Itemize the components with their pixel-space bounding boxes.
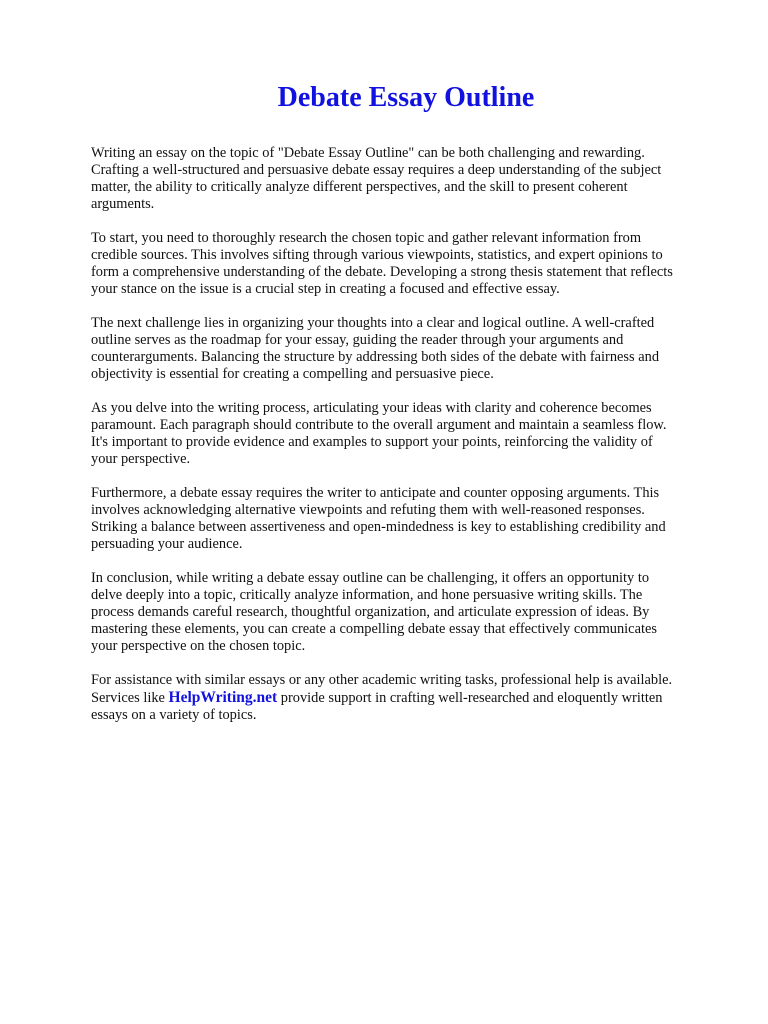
helpwriting-link[interactable]: HelpWriting.net [168, 689, 278, 706]
assistance-text-after: provide support in crafting well-researched and eloquently written essays on a variety of topics. [91, 690, 663, 723]
paragraph-outline: The next challenge lies in organizing your thoughts into a clear and logical outline. A well-crafted outline serves as the roadmap for your essay, guiding the reader through your arguments and counterarguments. Balancing the structure by addressing both sides of the debate with fairness and objectivity is essential for creating a compelling and persuasive piece. [91, 315, 660, 382]
paragraph-assistance [91, 672, 736, 724]
paragraph-counterarguments: Furthermore, a debate essay requires the writer to anticipate and counter opposing arguments. This involves acknowledging alternative viewpoints and refuting them with well-reasoned responses. Striking a balance between assertiveness and open-mindedness is key to establishing credibility and persuading your audience. [91, 485, 666, 552]
paragraph-research: To start, you need to thoroughly research the chosen topic and gather relevant information from credible sources. This involves sifting through various viewpoints, statistics, and expert opinions to form a comprehensive understanding of the debate. Developing a strong thesis statement that reflects your stance on the issue is a crucial step in creating a focused and effective essay. [91, 230, 673, 297]
paragraph-intro: Writing an essay on the topic of "Debate Essay Outline" can be both challenging and rewarding. Crafting a well-structured and persuasive debate essay requires a deep understanding of the subject matter, the ability to critically analyze different perspectives, and the skill to present coherent arguments. [91, 145, 662, 212]
paragraph-conclusion: In conclusion, while writing a debate essay outline can be challenging, it offers an opportunity to delve deeply into a topic, critically analyze information, and hone persuasive writing skills. The process demands careful research, thoughtful organization, and articulate expression of ideas. By mastering these elements, you can create a compelling debate essay that effectively communicates your perspective on the chosen topic. [91, 570, 657, 654]
document-title: Debate Essay Outline [277, 82, 535, 113]
assistance-text-before: For assistance with similar essays or any other academic writing tasks, professional help is available. Services like [91, 672, 673, 706]
paragraph-writing-process: As you delve into the writing process, articulating your ideas with clarity and coherence becomes paramount. Each paragraph should contribute to the overall argument and maintain a seamless flow. It's important to provide evidence and examples to support your points, reinforcing the validity of your perspective. [91, 400, 667, 467]
document-body [91, 145, 736, 741]
